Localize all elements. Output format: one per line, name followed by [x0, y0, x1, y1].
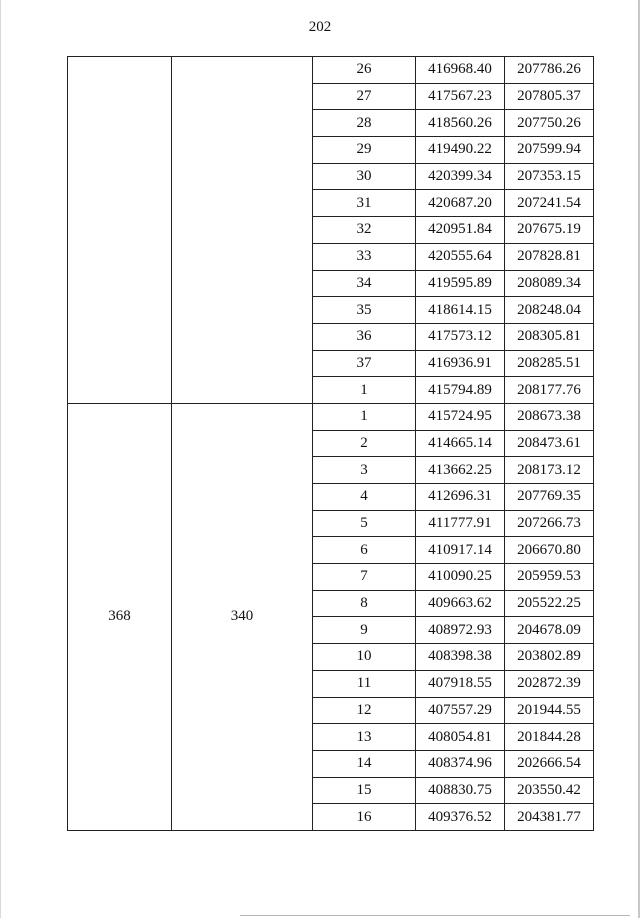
point-number-cell: 2: [313, 430, 416, 457]
x-coordinate-cell: 420687.20: [416, 190, 505, 217]
x-coordinate-cell: 417573.12: [416, 323, 505, 350]
y-coordinate-cell: 207266.73: [505, 510, 594, 537]
x-coordinate-cell: 420555.64: [416, 243, 505, 270]
coordinates-table: [67, 56, 594, 831]
y-coordinate-cell: 205522.25: [505, 590, 594, 617]
group-number-cell: 368: [68, 403, 172, 830]
x-coordinate-cell: 416936.91: [416, 350, 505, 377]
point-number-cell: 11: [313, 670, 416, 697]
x-coordinate-cell: 415794.89: [416, 377, 505, 404]
y-coordinate-cell: 203802.89: [505, 644, 594, 671]
point-number-cell: 26: [313, 57, 416, 84]
x-coordinate-cell: 412696.31: [416, 484, 505, 511]
point-number-cell: 13: [313, 724, 416, 751]
point-number-cell: 36: [313, 323, 416, 350]
point-number-cell: 12: [313, 697, 416, 724]
point-number-cell: 33: [313, 243, 416, 270]
x-coordinate-cell: 420399.34: [416, 163, 505, 190]
x-coordinate-cell: 410917.14: [416, 537, 505, 564]
point-number-cell: 14: [313, 750, 416, 777]
table-row: [68, 403, 594, 430]
x-coordinate-cell: 408830.75: [416, 777, 505, 804]
scan-edge-bottom: [240, 915, 630, 916]
group-number-cell: [68, 57, 172, 404]
y-coordinate-cell: 201944.55: [505, 697, 594, 724]
point-number-cell: 27: [313, 83, 416, 110]
x-coordinate-cell: 414665.14: [416, 430, 505, 457]
y-coordinate-cell: 203550.42: [505, 777, 594, 804]
y-coordinate-cell: 207805.37: [505, 83, 594, 110]
y-coordinate-cell: 207353.15: [505, 163, 594, 190]
x-coordinate-cell: 418614.15: [416, 297, 505, 324]
y-coordinate-cell: 207675.19: [505, 217, 594, 244]
point-number-cell: 15: [313, 777, 416, 804]
y-coordinate-cell: 208177.76: [505, 377, 594, 404]
y-coordinate-cell: 207241.54: [505, 190, 594, 217]
x-coordinate-cell: 408054.81: [416, 724, 505, 751]
point-number-cell: 1: [313, 403, 416, 430]
x-coordinate-cell: 415724.95: [416, 403, 505, 430]
x-coordinate-cell: 418560.26: [416, 110, 505, 137]
y-coordinate-cell: 208285.51: [505, 350, 594, 377]
y-coordinate-cell: 208089.34: [505, 270, 594, 297]
y-coordinate-cell: 208305.81: [505, 323, 594, 350]
point-number-cell: 5: [313, 510, 416, 537]
point-number-cell: 31: [313, 190, 416, 217]
group-id-cell: 340: [172, 403, 313, 830]
group-id-cell: [172, 57, 313, 404]
y-coordinate-cell: 207786.26: [505, 57, 594, 84]
y-coordinate-cell: 202666.54: [505, 750, 594, 777]
coordinates-table-body: [68, 57, 594, 831]
point-number-cell: 37: [313, 350, 416, 377]
page-number: 202: [308, 19, 332, 35]
x-coordinate-cell: 408374.96: [416, 750, 505, 777]
point-number-cell: 7: [313, 564, 416, 591]
y-coordinate-cell: 201844.28: [505, 724, 594, 751]
point-number-cell: 30: [313, 163, 416, 190]
x-coordinate-cell: 419490.22: [416, 137, 505, 164]
x-coordinate-cell: 411777.91: [416, 510, 505, 537]
y-coordinate-cell: 208673.38: [505, 403, 594, 430]
y-coordinate-cell: 208248.04: [505, 297, 594, 324]
point-number-cell: 9: [313, 617, 416, 644]
point-number-cell: 35: [313, 297, 416, 324]
x-coordinate-cell: 416968.40: [416, 57, 505, 84]
point-number-cell: 34: [313, 270, 416, 297]
x-coordinate-cell: 408972.93: [416, 617, 505, 644]
y-coordinate-cell: 207599.94: [505, 137, 594, 164]
y-coordinate-cell: 207828.81: [505, 243, 594, 270]
point-number-cell: 1: [313, 377, 416, 404]
y-coordinate-cell: 205959.53: [505, 564, 594, 591]
point-number-cell: 16: [313, 804, 416, 831]
y-coordinate-cell: 206670.80: [505, 537, 594, 564]
table-row: [68, 57, 594, 84]
x-coordinate-cell: 417567.23: [416, 83, 505, 110]
x-coordinate-cell: 408398.38: [416, 644, 505, 671]
point-number-cell: 29: [313, 137, 416, 164]
x-coordinate-cell: 410090.25: [416, 564, 505, 591]
x-coordinate-cell: 420951.84: [416, 217, 505, 244]
point-number-cell: 3: [313, 457, 416, 484]
point-number-cell: 8: [313, 590, 416, 617]
point-number-cell: 4: [313, 484, 416, 511]
point-number-cell: 10: [313, 644, 416, 671]
y-coordinate-cell: 204381.77: [505, 804, 594, 831]
y-coordinate-cell: 208473.61: [505, 430, 594, 457]
y-coordinate-cell: 207769.35: [505, 484, 594, 511]
scan-edge-left: [0, 0, 1, 918]
point-number-cell: 28: [313, 110, 416, 137]
x-coordinate-cell: 419595.89: [416, 270, 505, 297]
x-coordinate-cell: 407918.55: [416, 670, 505, 697]
x-coordinate-cell: 409376.52: [416, 804, 505, 831]
y-coordinate-cell: 207750.26: [505, 110, 594, 137]
point-number-cell: 32: [313, 217, 416, 244]
y-coordinate-cell: 202872.39: [505, 670, 594, 697]
point-number-cell: 6: [313, 537, 416, 564]
y-coordinate-cell: 204678.09: [505, 617, 594, 644]
y-coordinate-cell: 208173.12: [505, 457, 594, 484]
x-coordinate-cell: 407557.29: [416, 697, 505, 724]
x-coordinate-cell: 409663.62: [416, 590, 505, 617]
x-coordinate-cell: 413662.25: [416, 457, 505, 484]
